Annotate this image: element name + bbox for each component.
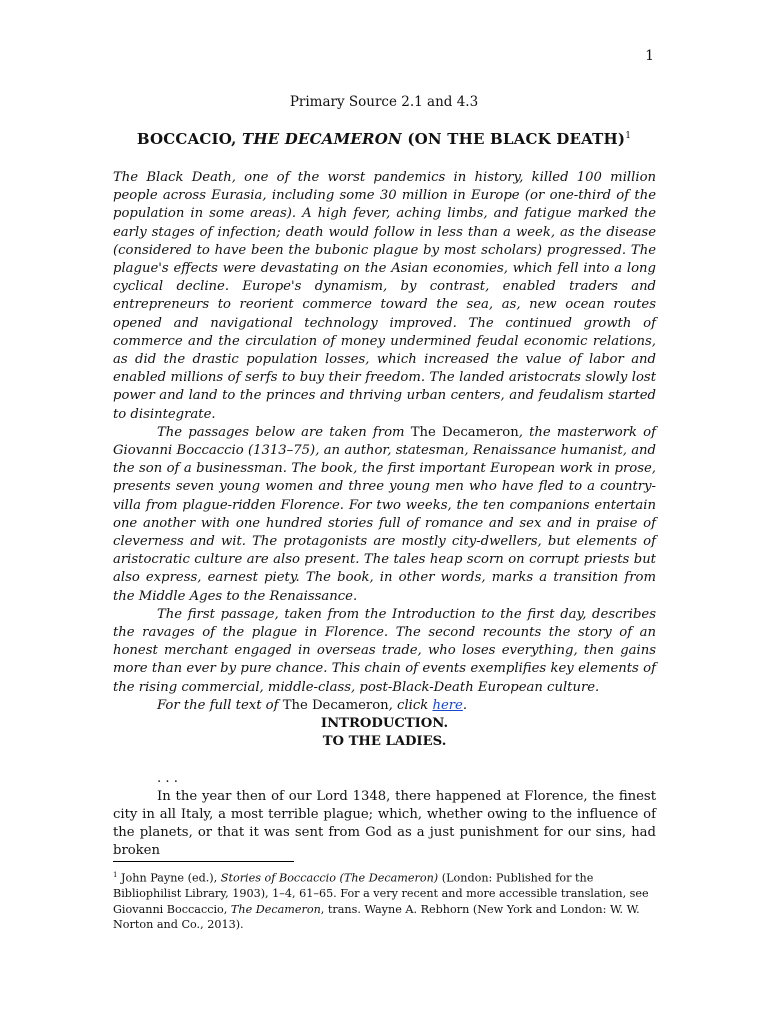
footnote-text-before: John Payne (ed.), xyxy=(117,871,221,885)
omission-ellipsis: . . . xyxy=(157,770,178,786)
p4-book-title: The Decameron xyxy=(282,697,389,713)
p4-text-end: . xyxy=(462,697,468,713)
source-label: Primary Source 2.1 and 4.3 xyxy=(289,94,479,110)
footnote-text-middle: (London: Published for the Bibliophilist Library, 1903), 1–4, 61–65. For a very recent and more accessible translation, see Giovanni Boccaccio, xyxy=(113,871,649,916)
page-number: 1 xyxy=(645,48,654,64)
footnote xyxy=(113,868,653,933)
p2-text-before: The passages below are taken from xyxy=(157,424,411,440)
footnote-marker: 1 xyxy=(113,871,118,879)
footnote-divider xyxy=(113,861,294,862)
introduction-block xyxy=(113,169,656,715)
full-text-link[interactable]: here xyxy=(432,697,463,713)
footnote-text-after: , trans. Wayne A. Rebhorn (New York and London: W. W. Norton and Co., 2013). xyxy=(113,902,640,932)
intro-paragraph-4 xyxy=(113,697,656,715)
document-title xyxy=(0,130,768,148)
section-heading-introduction: INTRODUCTION. xyxy=(320,716,449,732)
body-text xyxy=(113,169,656,861)
p4-text-mid: , click xyxy=(388,697,433,713)
intro-paragraph-1: The Black Death, one of the worst pandemics in history, killed 100 million people across Eurasia, including some 30 million in Europe (or one-third of the population in some areas). A high fever, aching limbs, and fatigue marked the early stages of infection; death would follow in less than a week, as the disease (considered to have been the bubonic plague by most scholars) progressed. The plague's effects were devastating on the Asian economies, which fell into a long cyclical decline. Europe's dynamism, by contrast, enabled traders and entrepreneurs to reorient commerce toward the sea, as, new ocean routes opened and navigational technology improved. The continued growth of commerce and the circulation of money undermined feudal economic relations, as did the drastic population losses, which increased the value of labor and enabled millions of serfs to buy their freedom. The landed aristocrats slowly lost power and land to the princes and thriving urban centers, and feudalism started to disintegrate. xyxy=(113,170,656,422)
title-suffix: (ON THE BLACK DEATH) xyxy=(407,130,626,148)
intro-paragraph-3: The first passage, taken from the Introduction to the first day, describes the ravages of the plague in Florence. The second recounts the story of an honest merchant engaged in overseas trade, who loses everything, then gains more than ever by pure chance. This chain of events exemplifies key elements of the rising commercial, middle-class, post-Black-Death European culture. xyxy=(113,606,656,695)
intro-paragraph-2 xyxy=(113,424,656,606)
section-heading-to-the-ladies: TO THE LADIES. xyxy=(322,734,447,750)
title-footnote-ref[interactable]: 1 xyxy=(625,131,632,141)
p2-book-title: The Decameron xyxy=(410,424,519,440)
p2-text-after: , the masterwork of Giovanni Boccaccio (1313–75), an author, statesman, Renaissance humanist, and the son of a businessman. The book, the first important European work in prose, presents seven young women and three young men who have fled to a country-villa from plague-ridden Florence. For two weeks, the ten companions entertain one another with one hundred stories full of romance and sex and in praise of cleverness and wit. The protagonists are mostly city-dwellers, but elements of aristocratic culture are also present. The tales heap scorn on corrupt priests but also express, earnest piety. The book, in other words, marks a transition from the Middle Ages to the Renaissance. xyxy=(113,424,656,604)
p4-text-before: For the full text of xyxy=(157,697,283,713)
title-prefix: BOCCACIO, xyxy=(136,130,237,148)
narrative-paragraph: In the year then of our Lord 1348, there happened at Florence, the finest city in all Italy, a most terrible plague; which, whether owing to the influence of the planets, or that it was sent from God as a just punishment for our sins, had broken xyxy=(113,788,656,859)
title-book-name: THE DECAMERON xyxy=(242,130,402,148)
footnote-italic-title-1: Stories of Boccaccio (The Decameron) xyxy=(220,871,439,885)
footnote-italic-title-2: The Decameron xyxy=(230,902,321,916)
